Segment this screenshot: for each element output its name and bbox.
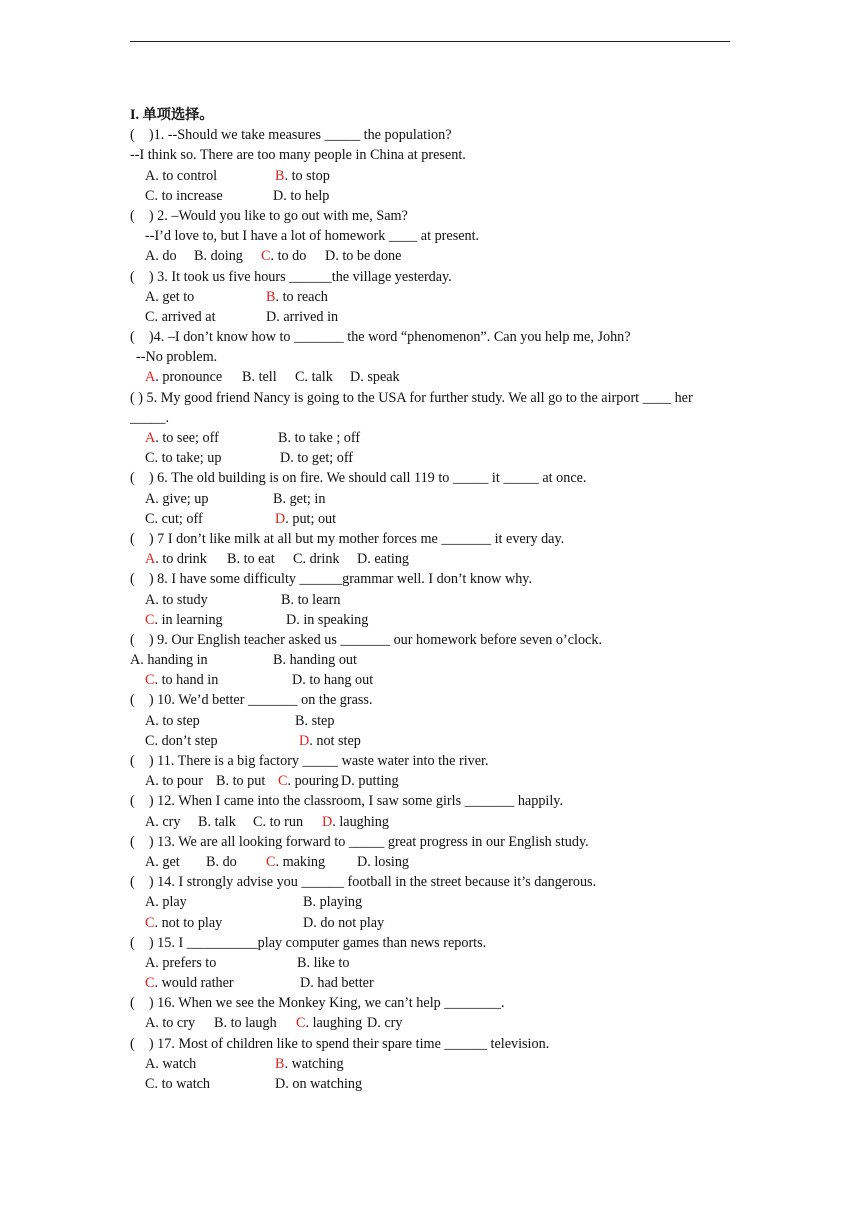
options-row — [130, 1054, 734, 1074]
option-text: . get to — [155, 288, 195, 305]
option-text: . putting — [351, 773, 399, 790]
option-text: . not to play — [154, 914, 223, 931]
option-b — [273, 489, 325, 509]
option-letter: D — [280, 450, 291, 467]
option-text: . to do — [270, 248, 307, 265]
option-text: . to stop — [284, 167, 330, 184]
option-d — [303, 913, 384, 933]
option-letter: B — [297, 954, 307, 971]
option-c — [145, 509, 203, 529]
question-7 — [130, 529, 734, 569]
option-text: . to cry — [155, 1015, 196, 1032]
answer-letter: C — [145, 914, 155, 931]
option-c — [253, 812, 303, 832]
option-text: . cry — [377, 1015, 403, 1032]
option-c — [145, 973, 234, 993]
option-text: . step — [304, 712, 335, 729]
option-letter: A — [145, 1055, 156, 1072]
question-stem: ( ) 5. My good friend Nancy is going to the USA for further study. We all go to the airport ____ her _____. — [130, 389, 693, 426]
option-c — [145, 307, 216, 327]
option-letter: B — [242, 369, 252, 386]
option-text: . to get; off — [290, 450, 354, 467]
question-11 — [130, 751, 734, 791]
question-reply: --I think so. There are too many people in China at present. — [130, 147, 466, 164]
option-letter: D — [275, 1076, 286, 1093]
option-a — [145, 287, 194, 307]
option-letter: B — [216, 773, 226, 790]
option-text: . don’t step — [154, 732, 218, 749]
option-d — [357, 549, 409, 569]
option-text: . playing — [312, 894, 363, 911]
option-text: . watching — [284, 1055, 344, 1072]
exercise-body — [130, 105, 734, 1094]
option-text: . making — [275, 853, 326, 870]
question-stem: ( ) 8. I have some difficulty ______grammar well. I don’t know why. — [130, 571, 533, 588]
question-3 — [130, 267, 734, 328]
question-stem: ( ) 13. We are all looking forward to _____ great progress in our English study. — [130, 833, 589, 850]
option-text: . had better — [310, 975, 374, 992]
option-text: . eating — [367, 551, 410, 568]
option-text: . to run — [262, 813, 304, 830]
option-letter: C — [145, 510, 155, 527]
option-letter: D — [357, 853, 368, 870]
option-text: . do — [155, 248, 177, 265]
option-text: . like to — [306, 954, 350, 971]
question-8 — [130, 569, 734, 630]
option-letter: B — [194, 248, 204, 265]
option-letter: A — [145, 954, 156, 971]
options-row — [130, 590, 734, 610]
option-letter: B — [281, 591, 291, 608]
option-letter: D — [292, 672, 303, 689]
option-a — [145, 812, 180, 832]
option-text: . on watching — [285, 1076, 363, 1093]
option-text: . to watch — [154, 1076, 211, 1093]
options-row — [130, 650, 734, 670]
option-d — [322, 812, 389, 832]
option-letter: A — [145, 712, 156, 729]
option-b — [198, 812, 236, 832]
option-d — [350, 367, 400, 387]
option-letter: D — [341, 773, 352, 790]
option-letter: D — [273, 187, 284, 204]
option-c — [293, 549, 340, 569]
answer-letter: A — [145, 551, 156, 568]
question-10 — [130, 690, 734, 751]
question-15 — [130, 933, 734, 994]
option-text: . losing — [367, 853, 410, 870]
options-row — [130, 812, 734, 832]
question-stem: ( ) 15. I __________play computer games than news reports. — [130, 934, 487, 951]
option-letter: A — [145, 894, 156, 911]
option-letter: A — [145, 288, 156, 305]
option-letter: C — [145, 308, 155, 325]
option-a — [130, 650, 208, 670]
option-text: . play — [155, 894, 187, 911]
option-text: . handing out — [282, 652, 357, 669]
option-text: . handing in — [140, 652, 208, 669]
option-text: . do — [215, 853, 237, 870]
option-a — [145, 367, 222, 387]
option-text: . prefers to — [155, 954, 217, 971]
options-row — [130, 913, 734, 933]
option-b — [295, 711, 334, 731]
option-b — [266, 287, 328, 307]
option-letter: A — [145, 853, 156, 870]
option-text: . in learning — [154, 611, 223, 628]
option-a — [145, 549, 207, 569]
option-letter: D — [266, 308, 277, 325]
option-letter: B — [273, 490, 283, 507]
option-d — [275, 1074, 362, 1094]
question-stem: ( ) 3. It took us five hours ______the village yesterday. — [130, 268, 452, 285]
answer-letter: C — [278, 773, 288, 790]
option-c — [266, 852, 325, 872]
question-9 — [130, 630, 734, 691]
option-text: . doing — [203, 248, 243, 265]
option-text: . put; out — [285, 510, 337, 527]
question-5 — [130, 388, 734, 469]
option-c — [145, 670, 218, 690]
option-d — [367, 1013, 402, 1033]
option-d — [292, 670, 373, 690]
options-row — [130, 973, 734, 993]
option-text: . to drink — [155, 551, 207, 568]
option-text: . to take ; off — [287, 430, 361, 447]
answer-letter: C — [145, 672, 155, 689]
option-b — [278, 428, 360, 448]
question-2 — [130, 206, 734, 267]
option-text: . give; up — [155, 490, 209, 507]
question-stem: ( )4. –I don’t know how to _______ the word “phenomenon”. Can you help me, John? — [130, 329, 631, 346]
option-letter: B — [227, 551, 237, 568]
options-row — [130, 246, 734, 266]
option-letter: B — [214, 1015, 224, 1032]
answer-letter: B — [275, 1055, 285, 1072]
question-4 — [130, 327, 734, 388]
option-text: . to hand in — [154, 672, 219, 689]
option-letter: A — [145, 773, 156, 790]
option-letter: B — [303, 894, 313, 911]
option-text: . tell — [251, 369, 277, 386]
option-letter: B — [295, 712, 305, 729]
option-letter: B — [278, 430, 288, 447]
option-c — [145, 448, 221, 468]
option-d — [266, 307, 338, 327]
option-a — [145, 852, 180, 872]
option-text: . to laugh — [223, 1015, 277, 1032]
option-b — [281, 590, 341, 610]
option-text: . do not play — [313, 914, 385, 931]
option-text: . would rather — [154, 975, 234, 992]
question-13 — [130, 832, 734, 872]
question-12 — [130, 791, 734, 831]
options-row — [130, 1074, 734, 1094]
option-text: . to hang out — [302, 672, 374, 689]
option-c — [145, 731, 218, 751]
question-stem: ( ) 10. We’d better _______ on the grass. — [130, 692, 373, 709]
option-b — [206, 852, 237, 872]
option-text: . in speaking — [296, 611, 369, 628]
options-row — [130, 852, 734, 872]
option-b — [297, 953, 349, 973]
option-text: . not step — [309, 732, 361, 749]
option-letter: B — [273, 652, 283, 669]
option-text: . talk — [304, 369, 333, 386]
option-letter: A — [130, 652, 141, 669]
option-b — [214, 1013, 277, 1033]
option-c — [145, 1074, 210, 1094]
answer-letter: D — [275, 510, 286, 527]
section-title: I. 单项选择。 — [130, 107, 214, 123]
option-c — [296, 1013, 362, 1033]
question-stem: ( ) 16. When we see the Monkey King, we can’t help ________. — [130, 995, 505, 1012]
option-text: . to help — [283, 187, 330, 204]
options-row — [130, 428, 734, 448]
answer-letter: C — [261, 248, 271, 265]
option-b — [303, 892, 362, 912]
option-b — [227, 549, 275, 569]
options-row — [130, 953, 734, 973]
option-letter: A — [145, 248, 156, 265]
option-text: . get — [155, 853, 180, 870]
option-a — [145, 771, 203, 791]
option-d — [280, 448, 353, 468]
option-letter: D — [357, 551, 368, 568]
option-letter: D — [286, 611, 297, 628]
options-row — [130, 307, 734, 327]
option-letter: D — [367, 1015, 378, 1032]
option-text: . to increase — [154, 187, 223, 204]
option-d — [286, 610, 368, 630]
answer-letter: D — [299, 732, 310, 749]
option-b — [273, 650, 357, 670]
option-letter: A — [145, 813, 156, 830]
question-1 — [130, 125, 734, 206]
option-text: . to study — [155, 591, 208, 608]
option-text: . to take; up — [154, 450, 222, 467]
answer-letter: B — [275, 167, 285, 184]
question-stem: ( ) 7 I don’t like milk at all but my mother forces me _______ it every day. — [130, 530, 565, 547]
option-letter: A — [145, 591, 156, 608]
option-a — [145, 246, 177, 266]
option-letter: A — [145, 1015, 156, 1032]
option-text: . laughing — [332, 813, 389, 830]
option-text: . laughing — [305, 1015, 363, 1032]
option-d — [341, 771, 399, 791]
option-c — [145, 186, 223, 206]
option-a — [145, 711, 200, 731]
option-letter: C — [295, 369, 305, 386]
options-row — [130, 509, 734, 529]
question-6 — [130, 468, 734, 529]
option-text: . arrived in — [276, 308, 339, 325]
options-row — [130, 610, 734, 630]
option-text: . pouring — [287, 773, 339, 790]
option-d — [357, 852, 409, 872]
option-text: . to learn — [290, 591, 341, 608]
question-reply: --I’d love to, but I have a lot of homework ____ at present. — [145, 228, 480, 245]
option-text: . cut; off — [154, 510, 203, 527]
question-stem: ( ) 9. Our English teacher asked us _______ our homework before seven o’clock. — [130, 631, 602, 648]
option-letter: D — [350, 369, 361, 386]
options-row — [130, 892, 734, 912]
header-rule — [130, 41, 730, 42]
option-a — [145, 166, 217, 186]
option-letter: D — [325, 248, 336, 265]
option-c — [278, 771, 339, 791]
options-row — [130, 489, 734, 509]
options-row — [130, 711, 734, 731]
option-letter: A — [145, 167, 156, 184]
answer-letter: B — [266, 288, 276, 305]
options-row — [130, 367, 734, 387]
question-stem: ( ) 11. There is a big factory _____ waste water into the river. — [130, 753, 489, 770]
options-row — [130, 771, 734, 791]
option-d — [299, 731, 361, 751]
answer-letter: C — [145, 975, 155, 992]
answer-letter: D — [322, 813, 333, 830]
options-row — [130, 166, 734, 186]
option-a — [145, 892, 187, 912]
answer-letter: A — [145, 369, 156, 386]
option-c — [145, 610, 223, 630]
option-d — [275, 509, 336, 529]
option-text: . pronounce — [155, 369, 223, 386]
option-text: . get; in — [282, 490, 326, 507]
question-stem: ( )1. --Should we take measures _____ the population? — [130, 127, 452, 144]
option-a — [145, 1054, 196, 1074]
option-letter: D — [303, 914, 314, 931]
option-text: . to reach — [275, 288, 328, 305]
option-letter: A — [145, 490, 156, 507]
question-14 — [130, 872, 734, 933]
option-text: . to step — [155, 712, 200, 729]
options-row — [130, 1013, 734, 1033]
answer-letter: C — [296, 1015, 306, 1032]
option-text: . to see; off — [155, 430, 219, 447]
option-letter: C — [253, 813, 263, 830]
option-letter: C — [145, 1076, 155, 1093]
question-stem: ( ) 2. –Would you like to go out with me, Sam? — [130, 207, 408, 224]
answer-letter: A — [145, 430, 156, 447]
option-d — [273, 186, 329, 206]
option-letter: C — [145, 732, 155, 749]
option-text: . to eat — [236, 551, 275, 568]
option-a — [145, 953, 216, 973]
question-stem: ( ) 6. The old building is on fire. We should call 119 to _____ it _____ at once. — [130, 470, 587, 487]
options-row — [130, 731, 734, 751]
option-text: . to put — [225, 773, 266, 790]
answer-letter: C — [145, 611, 155, 628]
option-b — [275, 1054, 344, 1074]
option-a — [145, 590, 208, 610]
option-b — [242, 367, 277, 387]
option-text: . to pour — [155, 773, 203, 790]
options-row — [130, 448, 734, 468]
option-text: . to control — [155, 167, 218, 184]
question-17 — [130, 1034, 734, 1095]
answer-letter: C — [266, 853, 276, 870]
option-text: . to be done — [335, 248, 402, 265]
question-reply: --No problem. — [136, 349, 218, 366]
option-b — [194, 246, 243, 266]
option-d — [300, 973, 374, 993]
question-stem: ( ) 17. Most of children like to spend their spare time ______ television. — [130, 1035, 550, 1052]
question-16 — [130, 993, 734, 1033]
options-row — [130, 549, 734, 569]
option-letter: C — [293, 551, 303, 568]
option-a — [145, 1013, 195, 1033]
option-text: . talk — [207, 813, 236, 830]
options-row — [130, 186, 734, 206]
option-letter: D — [300, 975, 311, 992]
option-letter: C — [145, 450, 155, 467]
option-letter: B — [198, 813, 208, 830]
option-text: . speak — [360, 369, 400, 386]
option-c — [145, 913, 222, 933]
option-c — [295, 367, 333, 387]
question-stem: ( ) 12. When I came into the classroom, I saw some girls _______ happily. — [130, 793, 564, 810]
option-text: . watch — [155, 1055, 197, 1072]
question-stem: ( ) 14. I strongly advise you ______ football in the street because it’s dangerous. — [130, 874, 597, 891]
options-row — [130, 287, 734, 307]
option-text: . cry — [155, 813, 181, 830]
option-letter: B — [206, 853, 216, 870]
option-b — [216, 771, 265, 791]
option-text: . drink — [302, 551, 340, 568]
option-a — [145, 428, 219, 448]
option-d — [325, 246, 401, 266]
option-b — [275, 166, 330, 186]
options-row — [130, 670, 734, 690]
option-text: . arrived at — [154, 308, 216, 325]
option-letter: C — [145, 187, 155, 204]
option-c — [261, 246, 306, 266]
option-a — [145, 489, 208, 509]
